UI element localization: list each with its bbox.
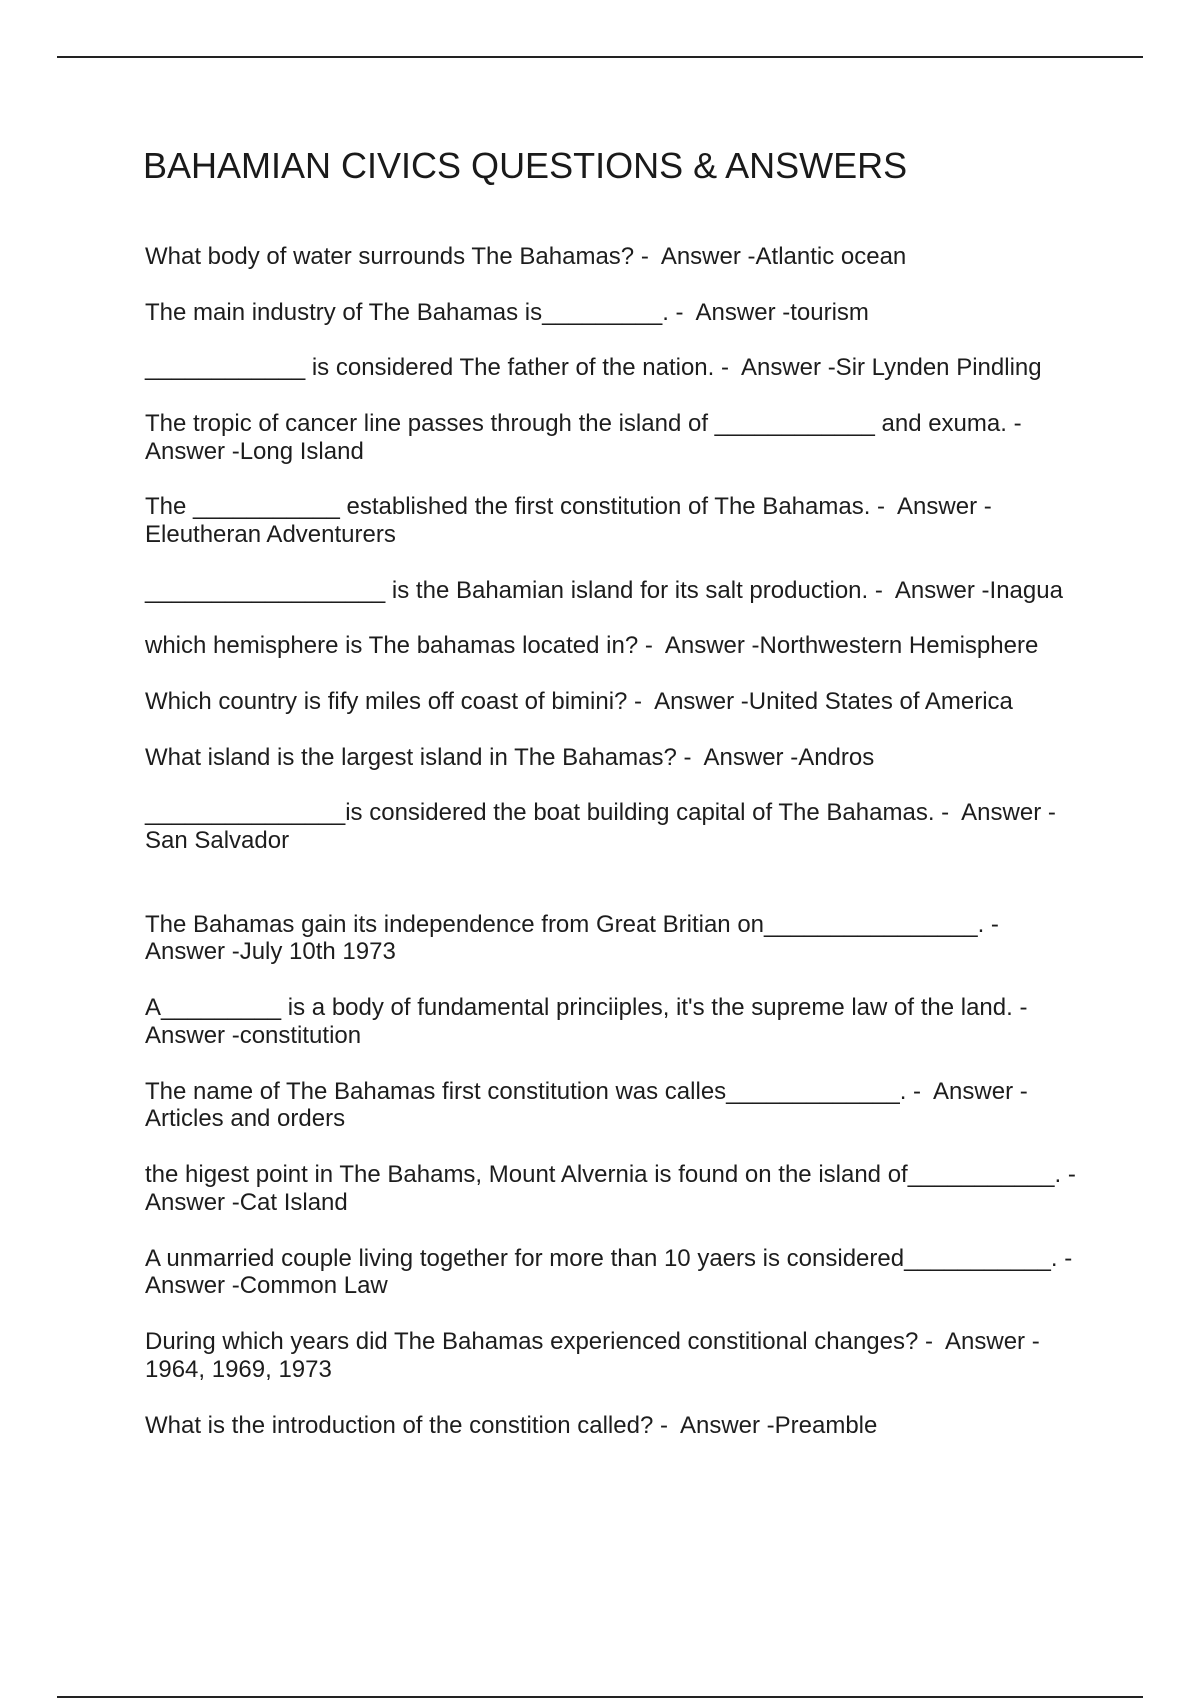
qa-item: A_________ is a body of fundamental princiiples, it's the supreme law of the land. - Answer -constitution [145,994,1028,1049]
page-title: BAHAMIAN CIVICS QUESTIONS & ANSWERS [143,145,908,186]
qa-item: What body of water surrounds The Bahamas? - Answer -Atlantic ocean [145,243,907,270]
qa-item: __________________ is the Bahamian island for its salt production. - Answer -Inagua [145,576,1063,604]
qa-item: The tropic of cancer line passes through the island of ____________ and exuma. - Answer -Long Island [145,409,1022,465]
blank-line [145,883,1076,911]
qa-item: The ___________ established the first constitution of The Bahamas. - Answer - Eleutheran Adventurers [145,493,992,549]
qa-item: The main industry of The Bahamas is_________. - Answer -tourism [145,298,869,326]
qa-item: What is the introduction of the constition called? - Answer -Preamble [145,1411,878,1439]
qa-item: ____________ is considered The father of the nation. - Answer -Sir Lynden Pindling [145,354,1042,382]
qa-item: The Bahamas gain its independence from Great Britian on________________. - Answer -July 10th 1973 [145,910,999,966]
qa-item: the higest point in The Bahams, Mount Alvernia is found on the island of___________. - Answer -Cat Island [145,1161,1076,1216]
qa-item: During which years did The Bahamas experienced constitional changes? - Answer - 1964, 1969, 1973 [145,1328,1040,1383]
qa-item: which hemisphere is The bahamas located in? - Answer -Northwestern Hemisphere [145,632,1039,660]
qa-item: What island is the largest island in The Bahamas? - Answer -Andros [145,743,875,771]
qa-item: A unmarried couple living together for more than 10 yaers is considered___________. - Answer -Common Law [145,1244,1073,1300]
qa-item: Which country is fify miles off coast of bimini? - Answer -United States of America [145,687,1013,715]
footer-rule [57,1696,1143,1698]
header-rule [57,56,1143,58]
qa-item: The name of The Bahamas first constitution was calles_____________. - Answer - Articles and orders [145,1077,1028,1133]
qa-list [145,243,1076,1467]
qa-item: _______________is considered the boat building capital of The Bahamas. - Answer - San Salvador [145,799,1056,855]
